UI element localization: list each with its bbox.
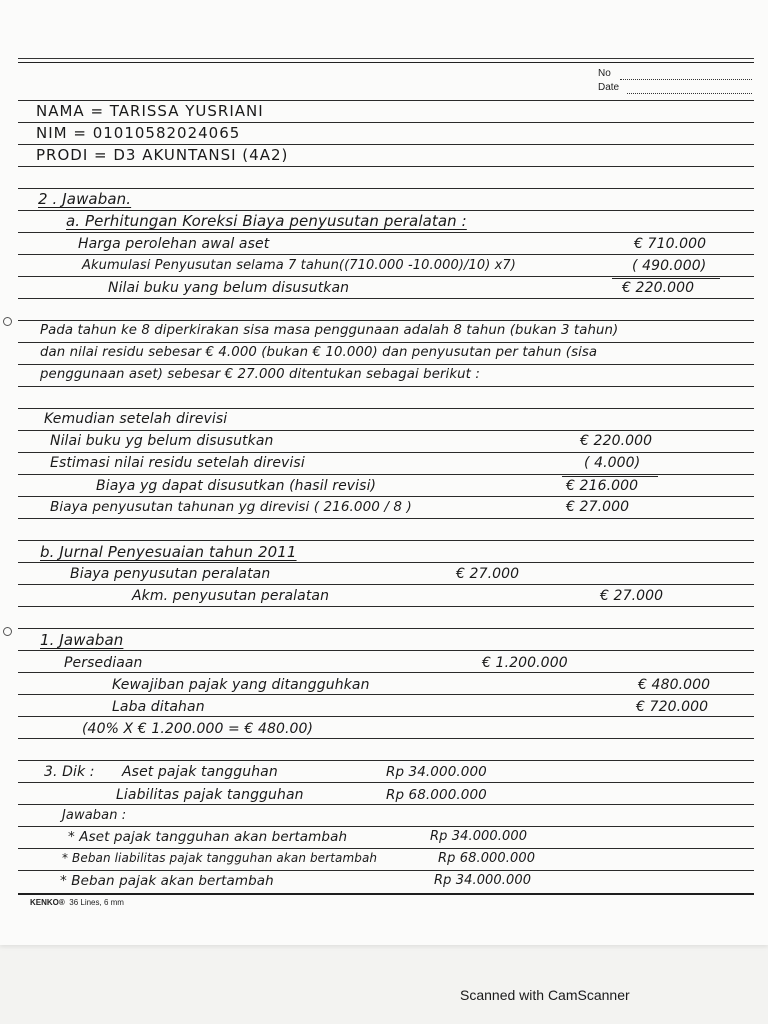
q1-debit-value: € 1.200.000 <box>482 655 568 671</box>
ruled-line <box>18 540 754 541</box>
q2-revisi-label: Estimasi nilai residu setelah direvisi <box>50 455 305 471</box>
q1-heading: 1. Jawaban <box>40 631 124 649</box>
ruled-line <box>18 738 754 739</box>
q2-paragraph-line: penggunaan aset) sebesar € 27.000 ditentukan sebagai berikut : <box>40 367 480 382</box>
q1-credit-label: Laba ditahan <box>112 699 205 715</box>
student-prodi: PRODI = D3 AKUNTANSI (4A2) <box>36 146 289 164</box>
q3-dik-row-label: Liabilitas pajak tangguhan <box>116 787 304 803</box>
ruled-line <box>18 848 754 849</box>
student-nim: NIM = 01010582024065 <box>36 124 241 142</box>
q2b-debit-label: Biaya penyusutan peralatan <box>70 566 271 582</box>
date-label: Date <box>598 82 620 93</box>
total-rule <box>612 278 720 279</box>
q3-answer-label: * Aset pajak tangguhan akan bertambah <box>68 829 348 845</box>
ruled-line <box>18 386 754 387</box>
no-dotted-line <box>620 79 752 80</box>
q2a-row-value: € 710.000 <box>634 236 707 252</box>
camscanner-watermark: Scanned with CamScanner <box>460 987 630 1003</box>
ruled-line <box>18 100 754 101</box>
ruled-line <box>18 694 754 695</box>
ruled-line <box>18 562 754 563</box>
ruled-line <box>18 518 754 519</box>
q3-answer-value: Rp 34.000.000 <box>434 873 532 888</box>
q3-answer-label: * Beban pajak akan bertambah <box>60 873 274 889</box>
q3-dik-label: 3. Dik : <box>44 764 95 780</box>
brand-name: KENKO® <box>30 898 65 907</box>
q3-dik-row-value: Rp 34.000.000 <box>386 764 487 780</box>
q2-paragraph-line: dan nilai residu sebesar € 4.000 (bukan € 10.000) dan penyusutan per tahun (sisa <box>40 345 598 360</box>
ruled-line <box>18 628 754 629</box>
ruled-line <box>18 276 754 277</box>
q2-revisi-label: Biaya penyusutan tahunan yg direvisi ( 216.000 / 8 ) <box>50 499 412 515</box>
no-label: No <box>598 68 611 79</box>
ruled-line <box>18 166 754 167</box>
q2a-row-value: € 220.000 <box>622 280 695 296</box>
q1-note: (40% X € 1.200.000 = € 480.00) <box>82 721 314 737</box>
bottom-rule <box>18 893 754 895</box>
q2-paragraph-line: Pada tahun ke 8 diperkirakan sisa masa penggunaan adalah 8 tahun (bukan 3 tahun) <box>40 323 619 338</box>
q2b-credit-label: Akm. penyusutan peralatan <box>132 588 330 604</box>
q1-credit-label: Kewajiban pajak yang ditangguhkan <box>112 677 370 693</box>
top-rule <box>18 58 754 59</box>
q2-revisi-value: ( 4.000) <box>584 455 641 471</box>
q3-answer-value: Rp 34.000.000 <box>430 829 528 844</box>
q3-dik-row-value: Rp 68.000.000 <box>386 787 487 803</box>
ruled-line <box>18 606 754 607</box>
ruled-line <box>18 364 754 365</box>
brand-subtitle: 36 Lines, 6 mm <box>69 898 124 907</box>
ruled-line <box>18 210 754 211</box>
student-name: NAMA = TARISSA YUSRIANI <box>36 102 264 120</box>
q2b-debit-value: € 27.000 <box>456 566 520 582</box>
ruled-line <box>18 254 754 255</box>
q2-revisi-value: € 220.000 <box>580 433 653 449</box>
date-dotted-line <box>627 93 752 94</box>
q3-answer-value: Rp 68.000.000 <box>438 851 536 866</box>
ruled-line <box>18 122 754 123</box>
q2-revisi-title: Kemudian setelah direvisi <box>44 411 228 427</box>
ruled-line <box>18 342 754 343</box>
q2-heading: 2 . Jawaban. <box>38 190 132 208</box>
q2-revisi-label: Nilai buku yg belum disusutkan <box>50 433 274 449</box>
q2a-title: a. Perhitungan Koreksi Biaya penyusutan peralatan : <box>66 212 467 230</box>
ruled-line <box>18 320 754 321</box>
q1-credit-value: € 720.000 <box>636 699 709 715</box>
ruled-line <box>18 474 754 475</box>
q1-credit-value: € 480.000 <box>638 677 711 693</box>
q3-answer-label: * Beban liabilitas pajak tangguhan akan bertambah <box>62 851 378 865</box>
q2-revisi-value: € 216.000 <box>566 478 639 494</box>
ruled-line <box>18 782 754 783</box>
ruled-line <box>18 716 754 717</box>
q2a-row-label: Akumulasi Penyusutan selama 7 tahun((710.000 -10.000)/10) x7) <box>82 258 516 273</box>
ruled-line <box>18 672 754 673</box>
ruled-line <box>18 804 754 805</box>
ruled-line <box>18 298 754 299</box>
q2b-title: b. Jurnal Penyesuaian tahun 2011 <box>40 543 297 561</box>
total-rule <box>562 476 658 477</box>
q2-revisi-value: € 27.000 <box>566 499 630 515</box>
binder-hole-icon <box>3 317 12 326</box>
ruled-line <box>18 232 754 233</box>
ruled-line <box>18 452 754 453</box>
q2a-row-label: Nilai buku yang belum disusutkan <box>108 280 350 296</box>
ruled-line <box>18 650 754 651</box>
q2b-credit-value: € 27.000 <box>600 588 664 604</box>
q2-revisi-label: Biaya yg dapat disusutkan (hasil revisi) <box>96 478 377 494</box>
q3-dik-row-label: Aset pajak tangguhan <box>122 764 278 780</box>
ruled-line <box>18 826 754 827</box>
ruled-line <box>18 144 754 145</box>
ruled-line <box>18 430 754 431</box>
notebook-brand <box>30 898 124 907</box>
ruled-line <box>18 188 754 189</box>
ruled-line <box>18 496 754 497</box>
q3-jawaban-label: Jawaban : <box>62 808 127 823</box>
binder-hole-icon <box>3 627 12 636</box>
q1-debit-label: Persediaan <box>64 655 143 671</box>
ruled-line <box>18 584 754 585</box>
ruled-line <box>18 870 754 871</box>
q2a-row-label: Harga perolehan awal aset <box>78 236 270 252</box>
ruled-line <box>18 760 754 761</box>
q2a-row-value: ( 490.000) <box>632 258 707 274</box>
ruled-line <box>18 408 754 409</box>
